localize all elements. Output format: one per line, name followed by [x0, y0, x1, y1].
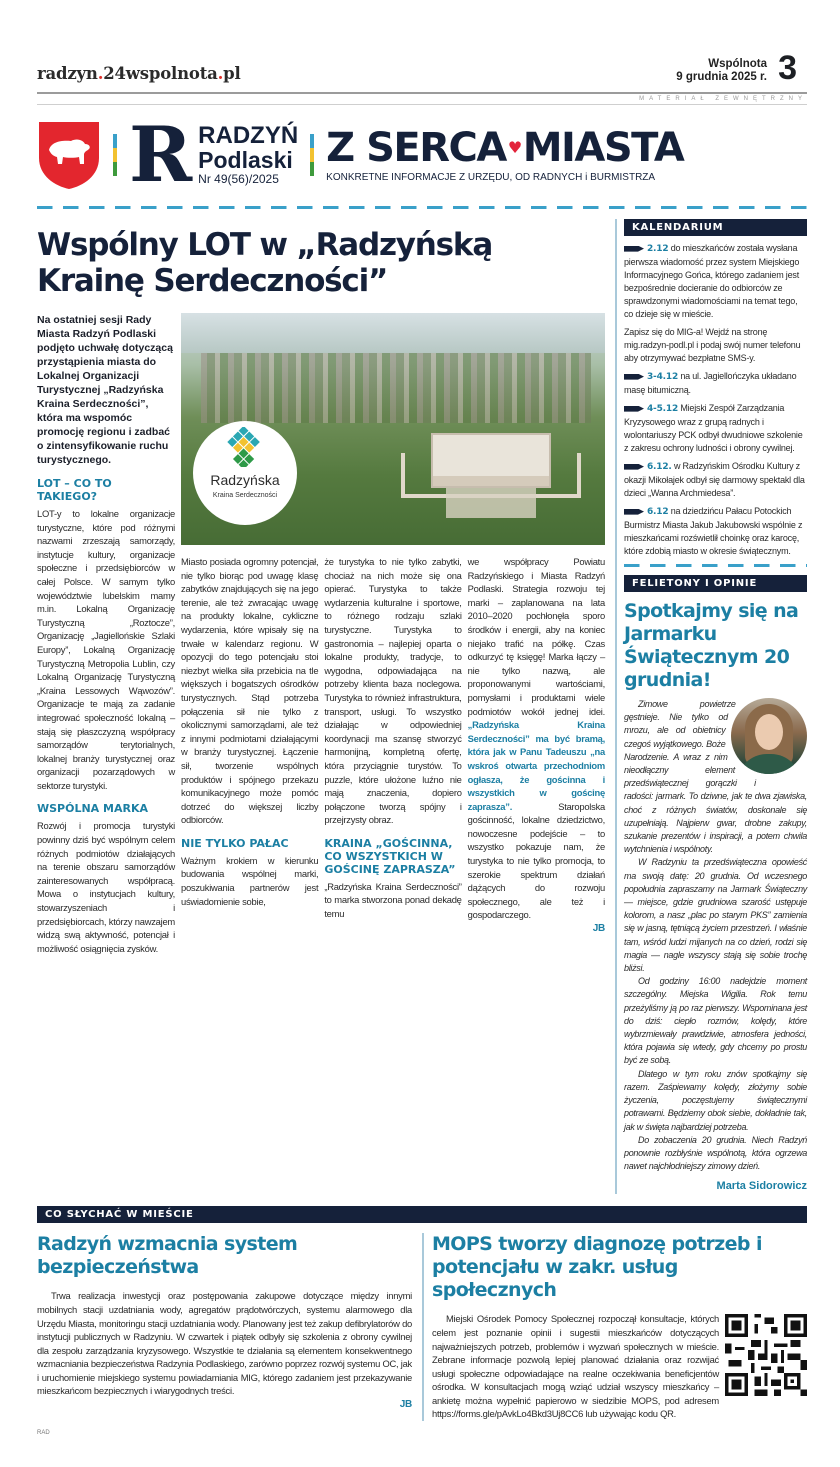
arrow-icon — [624, 246, 644, 252]
site-url[interactable]: radzyn.24wspolnota.pl — [37, 64, 241, 83]
right-column — [615, 219, 807, 1194]
security-article — [37, 1233, 412, 1411]
lot-text: LOT-y to lokalne organizacje turystyczne, które pod różnymi nazwami zrzeszają samorządy, instytucje kultury, organizacje społeczne i przedsiębiorców w całej Polsce. W samym tylko województwie lubelskim mamy m.in. Lokalną Organizację Turystyczną „Roztocze”, Organizację „Jagiellońskie Szlaki Europy”, Lokalną Organizację Turystyczną Metropolia Lublin, czy Lokalną Organizację Turystyczną „Kraina Lessowych Wąwozów”. Organizacje te mają za zadanie integrować społeczność lokalną – stają się płaszczyzną współpracy samorządów terytorialnych, lokalnej branży turystycznej oraz organizacji pozarządowych w sektorze turystyki. — [37, 508, 175, 791]
kalendarium-text: do mieszkańców została wysłana pierwsza wiadomość przez system Miejskiego Informacyjnego Gońca, którego zadaniem jest bezpośrednie docieranie do odbiorców ze sprawdzonymi wiadomościami na temat tego, co dzieje się w mieście. — [624, 243, 800, 319]
kraina-text: „Radzyńska Kraina Serdeczności” to marka stworzona ponad dekadę temu — [324, 880, 462, 920]
kalendarium-text: na dziedzińcu Pałacu Potockich Burmistrz Miasta Jakub Jakubowski wspólnie z mieszkańcami rozświetlił choinkę oraz karocę, które zdobią miasto w okresie świątecznym. — [624, 506, 803, 556]
kalendarium-item — [624, 370, 807, 397]
felieton-text — [624, 698, 807, 1173]
mops-article — [422, 1233, 807, 1421]
palace-building — [431, 433, 551, 488]
kalendarium-date: 6.12. — [647, 462, 672, 472]
masthead-city-sub: Podlaski — [198, 146, 293, 173]
subheading-kraina: KRAINA „GOŚCINNA, CO WSZYSTKICH W GOŚCINĘ ZAPRASZA” — [324, 836, 456, 876]
arrow-icon — [624, 406, 644, 412]
mops-paragraph: Miejski Ośrodek Pomocy Społecznej rozpoczął konsultacje, których celem jest poznanie opinii i sugestii mieszkańców dotyczących najważniejszych potrzeb, problemów i wyzwań społecznych w mieście. Zebrane informacje pozwolą lepiej planować działania oraz rozwijać usługi społeczne odpowiadające na realne oczekiwania beneficjentów ośrodka. W konsultacjach mogą wziąć udział wszyscy mieszkańcy – ankietę można wypełnić papierowo w siedzibie MOPS, pod adresem https://forms.gle/pAvkLo4Bkd3Uj8CC6 lub używając kodu QR. — [432, 1313, 719, 1420]
kalendarium-item — [624, 242, 807, 321]
security-headline: Radzyń wzmacnia system bezpieczeństwa — [37, 1233, 298, 1279]
security-signature: JB — [399, 1399, 412, 1411]
masthead-tagline: KONKRETNE INFORMACJE Z URZĘDU, OD RADNYCH i BURMISTRZA — [326, 172, 656, 183]
column2 — [181, 555, 318, 908]
arrow-icon — [624, 464, 644, 470]
kalendarium-date: 6.12 — [647, 507, 669, 517]
felieton-author: Marta Sidorowicz — [716, 1180, 807, 1193]
main-article-signature: JB — [592, 923, 605, 935]
main-lead: Na ostatniej sesji Rady Miasta Radzyń Podlaski podjęto uchwałę dotyczącą przystąpienia miasta do Lokalnej Organizacji Turystycznej „Radzyńska Kraina Serdeczności”, która ma wspomóc promocję regionu i zadbać o zintensyfikowanie ruchu turystycznego. — [37, 314, 173, 466]
subheading-marka: WSPÓLNA MARKA — [37, 802, 148, 816]
qr-code-icon[interactable] — [725, 1314, 807, 1396]
mops-text — [432, 1312, 807, 1421]
kalendarium-list — [624, 242, 807, 558]
footer-code: RAD — [37, 1430, 50, 1437]
column4-text-a: we współpracy Powiatu Radzyńskiego i Miasta Radzyń Podlaski. Strategia rozwoju tej marki – zaplanowana na lata 2010–2020 pochłonęła sporo środków i energii, aby na koniec niejako trafić na półkę. Czas odkurzyć tę księgę! Marka łączy – nie tylko nazwą, ale proponowanymi wartościami, pomysłami i produktami wiele podmiotów wokół jednej idei. — [467, 556, 605, 717]
marka-text: Rozwój i promocja turystyki powinny dziś być wspólnym celem różnych podmiotów działających na terenie obszaru samorządów zainteresowanych współpracą. Mowa o instytucjach kultury, stowarzyszeniach i przedsiębiorcach, którzy nawzajem widzą swą aktywność, potencjał i możliwość osiągnięcia zysków. — [37, 820, 175, 954]
masthead-title-part1: Z SERCA — [326, 125, 506, 171]
kalendarium-date: 3-4.12 — [647, 372, 679, 382]
color-bar-right — [310, 134, 314, 176]
felieton-paragraph: Zimowe powietrze gęstnieje. Nie tylko od mrozu, ale od obietnicy czegoś wyjątkowego. Boże Narodzenie. A wraz z nim nieodłączny element przedświątecznej gorączki i radości: jarmark. To dziwne, jak te dwa zjawiska, choć z różnych światów, doskonale się uzupełniają. Najpierw gwar, drobne zakupy, szukanie prezentów i inspiracji, a potem chwila wytchnienia i wspólnoty. — [624, 699, 807, 855]
material-label: MATERIAŁ ZEWNĘTRZNY — [639, 96, 807, 102]
security-paragraph: Trwa realizacja inwestycji oraz postępowania zakupowe dotyczące między innymi mobilnych stacji uzdatniania wody, agregatów prądotwórczych, systemu alarmowego dla Urzędu Miasta, monitoringu stacji uzdatniania wody. Planowany jest też zakup defibrylatorów do instytucji publicznych w Radzyniu. W czwartek i piątek odbyły się szkolenia z obrony cywilnej dla zespołu zarządzania kryzysowego. Wszystkie te działania są elementem konsekwentnego wzmacniania bezpieczeństwa Radzynia Podlaskiego, zarówno poprzez rozwój systemu OC, jak i uruchomienie miejskiego systemu powiadamiania MIG, którego zadaniem jest przekazywanie mieszkańcom bezpiecznych i wiarygodnych treści. — [37, 1290, 412, 1397]
palac-text: Ważnym krokiem w kierunku budowania wspólnej marki, poszukiwania partnerów jest uświadomienie sobie, — [181, 854, 319, 907]
page-header — [37, 0, 807, 110]
site-url-tld: pl — [223, 64, 241, 83]
masthead-city: RADZYŃ — [198, 121, 299, 149]
subheading-palac: NIE TYLKO PAŁAC — [181, 836, 289, 850]
kalendarium-date: 4-5.12 — [647, 404, 679, 414]
brand-logo — [129, 110, 299, 199]
issue-date: 9 grudnia 2025 r. — [676, 71, 767, 83]
logo-subtitle: Kraina Serdeczności — [212, 492, 278, 499]
kalendarium-header: KALENDARIUM — [624, 219, 807, 236]
dashed-divider — [624, 564, 807, 567]
arrow-icon — [624, 509, 644, 515]
mops-headline: MOPS tworzy diagnozę potrzeb i potencjału w zakr. usług społecznych — [432, 1233, 762, 1302]
site-url-prefix: radzyn — [37, 64, 98, 83]
column2-text: Miasto posiada ogromny potencjał, nie tylko biorąc pod uwagę klasę zabytków znajdujących się na jego terenie, ale też zwracając uwagę na produkty lokalne, cykliczne wydarzenia, które wpisały się na trwałe w kalendarz regionu. W opozycji do tego potencjału stoi niezbyt wielka siła przebicia na tle większych i bogatszych ośrodków turystycznych. Stąd potrzeba połączenia sił nie tylko z okolicznymi samorządami, ale też z innymi podmiotami działającymi w branży turystycznej. Łączenie sił, tworzenie wspólnych produktów i spójnego przekazu komunikacyjnego może pomóc dotrzeć do większej liczby odbiorców. — [181, 556, 319, 826]
site-url-domain: 24wspolnota — [103, 64, 218, 83]
co-slychac-section — [37, 1206, 807, 1437]
kalendarium-text: Miejski Zespół Zarządzania Kryzysowego wraz z grupą radnych i wolontariuszy PCK odbył dwudniowe szkolenie z zakresu ochrony ludności i obrony cywilnej. — [624, 403, 803, 453]
kalendarium-item — [624, 326, 807, 365]
header-rule-thin — [37, 104, 807, 105]
felieton-paragraph: Do zobaczenia 20 grudnia. Niech Radzyń ponownie rozbłyśnie wspólnotą, która ogrzewa nawet najchłodniejszy zimowy dzień. — [624, 1134, 807, 1172]
header-rule — [37, 92, 807, 94]
issue-info — [676, 58, 767, 84]
aerial-photo — [181, 313, 605, 545]
kalendarium-item — [624, 402, 807, 455]
felieton-paragraph: Dlatego w tym roku znów spotkajmy się razem. Zaśpiewamy kolędy, złożymy sobie życzenia, poczęstujemy świątecznymi potrawami. Będziemy obok siebie, dokładnie tak, jak w święta najbardziej potrzeba. — [624, 1068, 807, 1132]
author-portrait — [731, 698, 807, 774]
arrow-icon — [624, 374, 644, 380]
column3 — [324, 555, 461, 921]
felieton-headline: Spotkajmy się na Jarmarku Świątecznym 20 grudnia! — [624, 600, 799, 691]
kalendarium-item — [624, 460, 807, 500]
radzynska-logo — [193, 421, 297, 525]
column3-text: że turystyka to nie tylko zabytki, chociaż na nich może się ona opierać. Turystyka to także wydarzenia kulturalne i sportowe, to różnego rodzaju szlaki turystyczne. Turystyka to gastronomia – najlepiej oparta o lokalne produkty, tradycje, to wygodna, odpowiadająca na potrzeby klienta baza noclegowa. Turystyka to również infrastruktura, transport, usługi. To wszystko działając w odpowiedniej koordynacji ma szansę stworzyć harmonijną, kompletną ofertę, która przyciągnie turystów. To puzzle, które ułożone luźno nie mają znaczenia, dopiero połączone tworzą spójny i przejrzysty obraz. — [324, 556, 462, 826]
felieton-paragraph: Od godziny 16:00 nadejdzie moment szczególny. Miejska Wigilia. Rok temu przeżyliśmy ją po raz pierwszy. Wspominana jest do dziś: ciepło rozmów, kolędy, które wybrzmiewały prawdziwie, atmosfera jedności, która pojawia się wtedy, gdy chcemy po prostu być ze sobą. — [624, 976, 807, 1066]
color-bar-left — [113, 134, 117, 176]
left-column — [37, 313, 175, 955]
column4-text-b: Staropolska gościnność, lokalne dziedzictwo, nowoczesne podejście – to wszystko pokazuje nam, że turystyka to nie tylko promocja, to szerokie spektrum działań dążących do rozwoju społecznego, ale też i gospodarczego. — [467, 800, 605, 921]
masthead-title-part2: MIASTA — [522, 125, 684, 171]
kalendarium-text: na ul. Jagiellończyka układano masę bitumiczną. — [624, 371, 797, 395]
page-number: 3 — [778, 49, 797, 87]
co-slychac-header: CO SŁYCHAĆ W MIEŚCIE — [37, 1206, 807, 1223]
column4-text — [468, 555, 605, 936]
publication-name: Wspólnota — [708, 58, 767, 70]
masthead — [37, 110, 807, 200]
heart-tiles-logo-icon — [223, 427, 267, 467]
issue-number: Nr 49(56)/2025 — [198, 171, 279, 186]
logo-name: Radzyńska — [210, 472, 280, 488]
kalendarium-text: Zapisz się do MIG-a! Wejdź na stronę mig.radzyn-podl.pl i podaj swój numer telefonu aby otrzymywać bezpłatne SMS-y. — [624, 327, 801, 363]
felietony-header: FELIETONY I OPINIE — [624, 575, 807, 592]
heart-icon: ♥ — [507, 138, 521, 157]
main-article — [37, 219, 605, 955]
main-headline: Wspólny LOT w „Radzyńską Krainę Serdeczności” — [37, 227, 493, 299]
felieton-paragraph: W Radzyniu ta przedświąteczna opowieść ma swoją datę: 20 grudnia. Od wczesnego popołudnia zapraszamy na Jarmark Świąteczny — miejsce, gdzie grudniowa szarość ustępuje kolorom, a nasz „plac po starym PKS” zamienia się w jasną, tętniącą życiem przestrzeń. I właśnie tam, wśród ludzi mijanych na co dzień, rodzi się magia — nagle wszyscy stają się sobie trochę bliżsi. — [624, 857, 807, 974]
subheading-lot: LOT – CO TO TAKIEGO? — [37, 477, 112, 503]
masthead-title — [326, 125, 807, 171]
kalendarium-text: w Radzyńskim Ośrodku Kultury z okazji Mikołajek odbył się darmowy spektakl dla dzieci „Wanna Archmiedesa”. — [624, 461, 805, 498]
kalendarium-date: 2.12 — [647, 244, 669, 254]
security-text — [37, 1289, 412, 1411]
column4-highlight: „Radzyńska Kraina Serdeczności” ma być bramą, która jak w Panu Tadeuszu „na wskroś otwarta przechodniom ogłasza, że gościnna i wszystkich w gościnę zaprasza”. — [467, 719, 605, 812]
dashed-divider — [37, 206, 807, 209]
masthead-big-r: R — [129, 110, 193, 199]
coat-of-arms-bear-icon — [37, 120, 101, 190]
kalendarium-item — [624, 505, 807, 558]
